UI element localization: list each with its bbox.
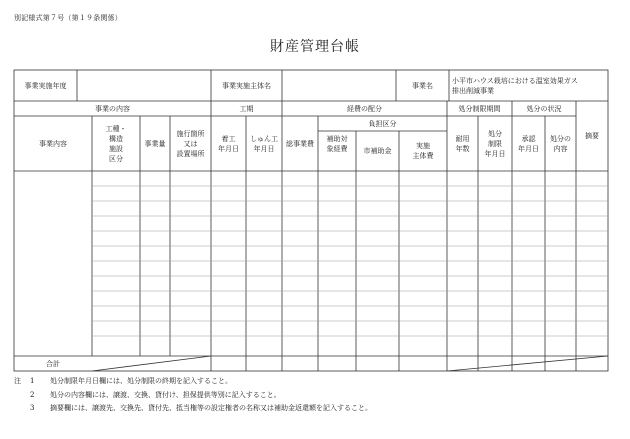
footnote-item (14, 402, 372, 416)
col-own-burden: 実施 主体費 (412, 142, 434, 160)
fiscal-year-label: 事業実施年度 (24, 81, 67, 90)
page-title: 財産管理台帳 (270, 39, 360, 55)
col-completion-date: しゅん工 年月日 (250, 134, 278, 153)
col-remarks: 摘要 (585, 132, 599, 140)
footnote-item (14, 375, 372, 389)
footnote-text: 処分制限年月日欄には、処分制限の終期を記入すること。 (50, 377, 232, 385)
footnote-text: 摘要欄には、譲渡先、交換先、貸付先、抵当権等の設定権者の名称又は補助金返還額を記入すること。 (50, 404, 372, 412)
group-disposal-limit-period: 処分制限期間 (458, 104, 501, 113)
fiscal-year-value (77, 70, 211, 101)
implementing-entity-value (282, 70, 396, 101)
col-start-date: 着工 年月日 (218, 134, 239, 153)
project-name-value: 小平市ハウス栽培における温室効果ガス 排出削減事業 (452, 76, 578, 95)
col-limit-date: 処分 制限 年月日 (484, 129, 506, 158)
footnotes (14, 375, 372, 416)
col-useful-life: 耐用 年数 (455, 134, 470, 153)
footnote-number: 3 (30, 404, 35, 412)
footnote-text: 処分の内容欄には、譲渡、交換、貸付け、担保提供等別に記入すること。 (50, 390, 281, 399)
col-city-subsidy: 市補助金 (363, 147, 392, 155)
col-approval-date: 承認 年月日 (518, 134, 539, 153)
col-location: 施行箇所 又は 設置場所 (176, 129, 205, 158)
col-project-content: 事業内容 (39, 139, 67, 148)
col-quantity: 事業量 (144, 139, 166, 148)
group-construction-period: 工期 (239, 104, 254, 113)
col-total-cost: 総事業費 (286, 139, 314, 148)
footnote-item (14, 389, 372, 403)
form-reference: 別記様式第７号（第１９条関係） (14, 14, 122, 22)
group-cost-allocation: 経費の配分 (347, 104, 382, 113)
group-disposal-status: 処分の状況 (526, 104, 562, 113)
implementing-entity-label: 事業実施主体名 (222, 81, 271, 90)
col-disposal-content: 処分の 内容 (550, 134, 571, 153)
footnote-lead: 注 (14, 377, 21, 385)
footnote-number: 2 (30, 390, 35, 399)
footnote-number: 1 (30, 377, 35, 385)
project-name-label: 事業名 (412, 81, 433, 90)
col-subsidy-target: 補助対 象経費 (326, 134, 348, 153)
group-burden-division: 負担区分 (368, 119, 397, 128)
total-row-label: 合計 (46, 359, 60, 368)
col-work-type: 工種・ 構造 施設 区分 (105, 124, 127, 163)
group-project-content: 事業の内容 (95, 104, 130, 113)
